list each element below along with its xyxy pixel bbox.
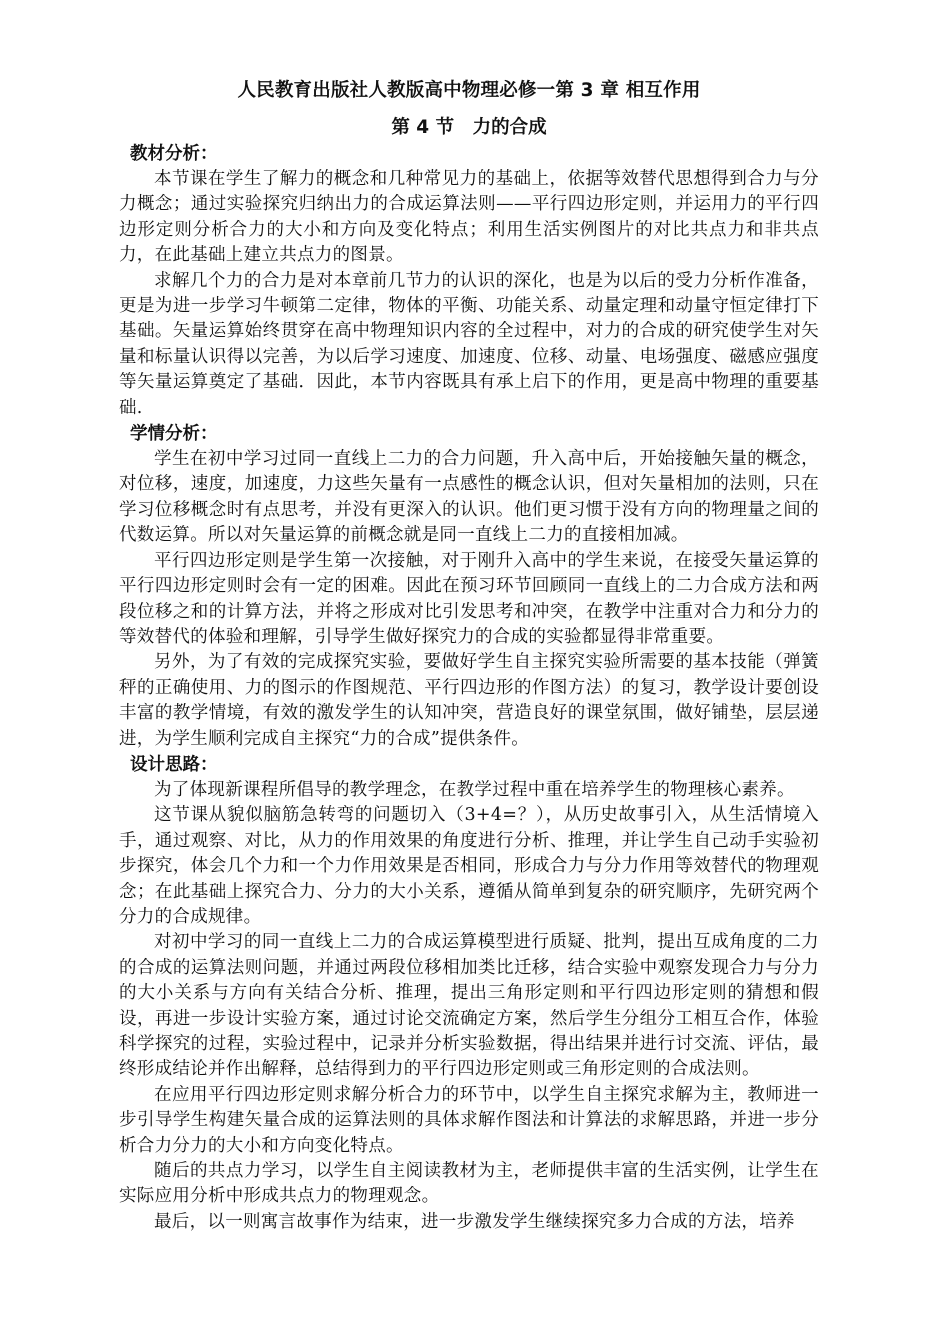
- section-textbook-analysis: [119, 142, 819, 421]
- paragraph: 在应用平行四边形定则求解分析合力的环节中，以学生自主探究求解为主，教师进一步引导学生构建矢量合成的运算法则的具体求解作图法和计算法的求解思路，并进一步分析合力分力的大小和方向变化特点。: [119, 1084, 819, 1156]
- section-heading: 教材分析：: [130, 144, 218, 164]
- document-title: 人民教育出版社人教版高中物理必修一第 3 章 相互作用: [237, 80, 701, 101]
- section-title: 第 4 节 力的合成: [391, 117, 547, 138]
- paragraph: 最后，以一则寓言故事作为结束，进一步激发学生继续探究多力合成的方法，培养: [154, 1211, 795, 1232]
- section-heading: 学情分析：: [130, 424, 218, 445]
- section-design-idea: [119, 753, 819, 1235]
- paragraph: 这节课从貌似脑筋急转弯的问题切入（3+4=？），从历史故事引入，从生活情境入手，通过观察、对比，从力的作用效果的角度进行分析、推理，并让学生自己动手实验初步探究，体会几个力和一个力作用效果是否相同，形成合力与分力作用等效替代的物理观念；在此基础上探究合力、分力的大小关系，遵循从简单到复杂的研究顺序，先研究两个分力的合成规律。: [119, 805, 819, 927]
- paragraph: 学生在初中学习过同一直线上二力的合力问题，升入高中后，开始接触矢量的概念，对位移，速度，加速度，力这些矢量有一点感性的概念认识，但对矢量相加的法则，只在学习位移概念时有点思考，并没有更深入的认识。他们更习惯于没有方向的物理量之间的代数运算。所以对矢量运算的前概念就是同一直线上二力的直接相加减。: [119, 449, 819, 546]
- paragraph: 对初中学习的同一直线上二力的合成运算模型进行质疑、批判，提出互成角度的二力的合成的运算法则问题，并通过两段位移相加类比迁移，结合实验中观察发现合力与分力的大小关系与方向有关结合分析、推理，提出三角形定则和平行四边形定则的猜想和假设，再进一步设计实验方案，通过讨论交流确定方案，然后学生分组分工相互合作，体验科学探究的过程，实验过程中，记录并分析实验数据，得出结果并进行讨交流、评估，最终形成结论并作出解释，总结得到力的平行四边形定则或三角形定则的合成法则。: [119, 932, 819, 1080]
- paragraph: 为了体现新课程所倡导的教学理念，在教学过程中重在培养学生的物理核心素养。: [154, 779, 795, 800]
- section-heading: 设计思路：: [130, 754, 218, 775]
- paragraph: 随后的共点力学习，以学生自主阅读教材为主，老师提供丰富的生活实例，让学生在实际应用分析中形成共点力的物理观念。: [119, 1161, 819, 1207]
- paragraph: 本节课在学生了解力的概念和几种常见力的基础上，依据等效替代思想得到合力与分力概念；通过实验探究归纳出力的合成运算法则——平行四边形定则，并运用力的平行四边形定则分析合力的大小和方向及变化特点；利用生活实例图片的对比共点力和非共点力，在此基础上建立共点力的图景。: [119, 169, 819, 266]
- paragraph: 求解几个力的合力是对本章前几节力的认识的深化，也是为以后的受力分析作准备，更是为进一步学习牛顿第二定律，物体的平衡、功能关系、动量定理和动量守恒定律打下基础。矢量运算始终贯穿在高中物理知识内容的全过程中，对力的合成的研究使学生对矢量和标量认识得以完善，为以后学习速度、加速度、位移、动量、电场强度、磁感应强度等矢量运算奠定了基础．因此，本节内容既具有承上启下的作用，更是高中物理的重要基础.: [119, 270, 819, 418]
- section-student-analysis: [119, 422, 819, 752]
- paragraph: 平行四边形定则是学生第一次接触，对于刚升入高中的学生来说，在接受矢量运算的平行四边形定则时会有一定的困难。因此在预习环节回顾同一直线上的二力合成方法和两段位移之和的计算方法，并将之形成对比引发思考和冲突，在教学中注重对合力和分力的等效替代的体验和理解，引导学生做好探究力的合成的实验都显得非常重要。: [119, 550, 819, 647]
- document-page: [119, 78, 819, 1235]
- paragraph: 另外，为了有效的完成探究实验，要做好学生自主探究实验所需要的基本技能（弹簧秤的正确使用、力的图示的作图规范、平行四边形的作图方法）的复习，教学设计要创设丰富的教学情境，有效的激发学生的认知冲突，营造良好的课堂氛围，做好铺垫，层层递进，为学生顺利完成自主探究“力的合成”提供条件。: [119, 652, 819, 749]
